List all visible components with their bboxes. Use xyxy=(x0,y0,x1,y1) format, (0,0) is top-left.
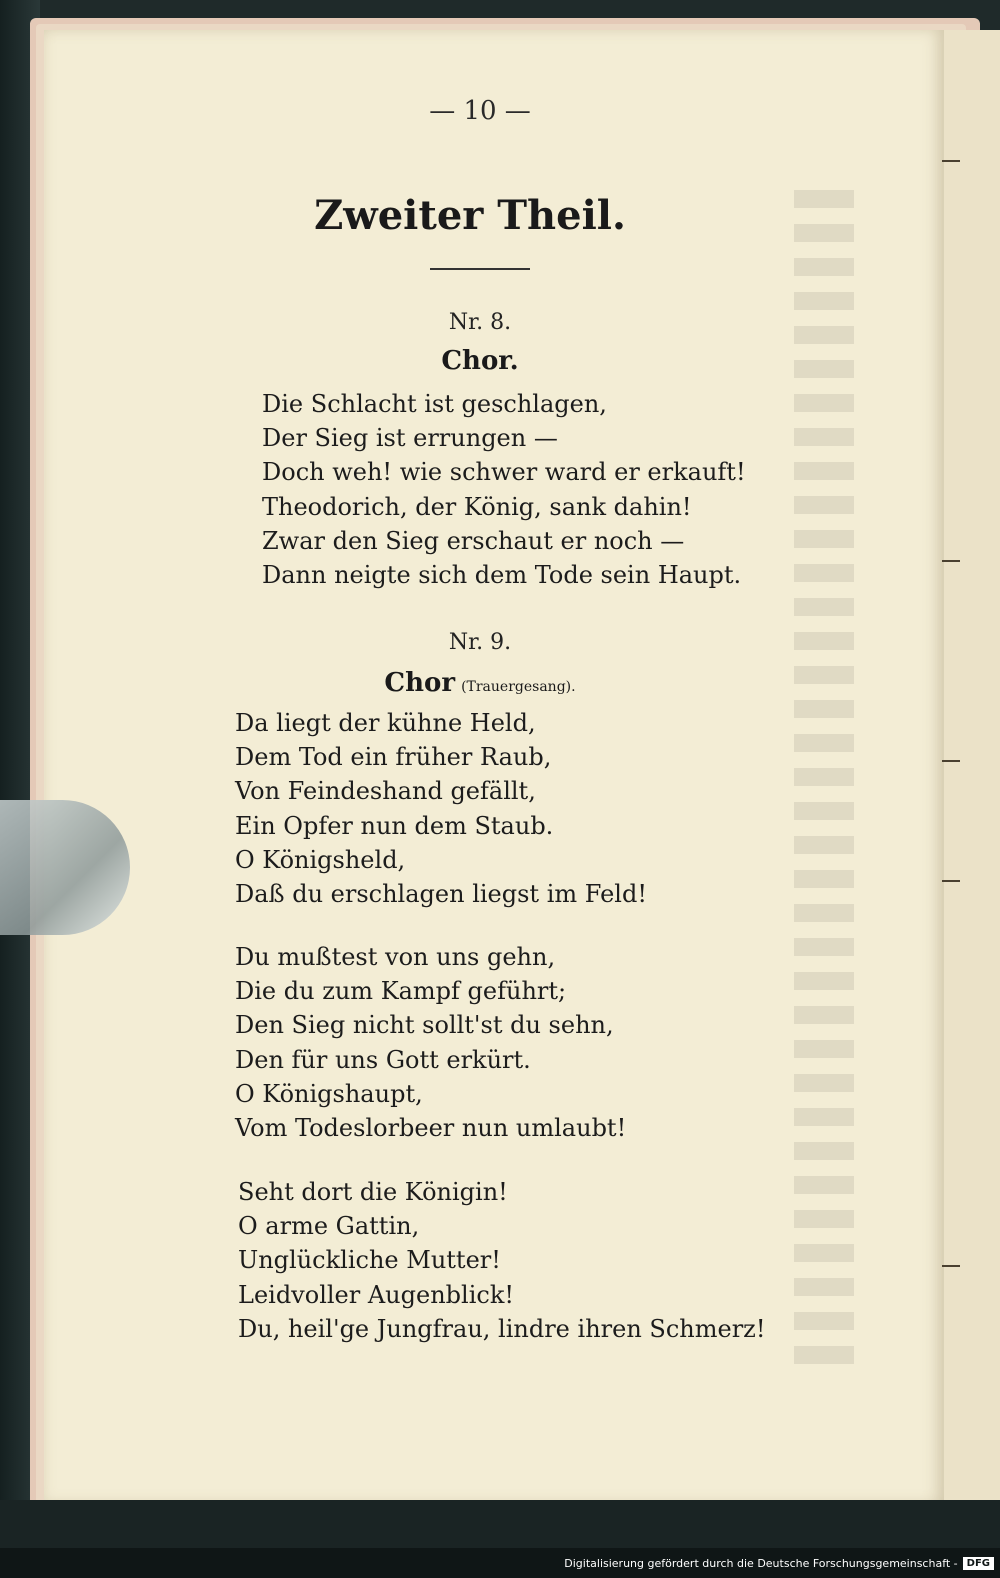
digitization-footer xyxy=(0,1548,1000,1578)
verse-line: Dem Tod ein früher Raub, xyxy=(235,743,552,772)
binding-thread xyxy=(942,560,960,572)
verse-line: Daß du erschlagen liegst im Feld! xyxy=(235,879,647,908)
verse-line: Leidvoller Augenblick! xyxy=(238,1280,514,1309)
dfg-logo: DFG xyxy=(963,1557,994,1570)
verse-line: Doch weh! wie schwer ward er erkauft! xyxy=(262,458,746,487)
stanza xyxy=(262,387,746,592)
binding-thread xyxy=(942,1265,960,1277)
page-clip xyxy=(0,800,130,935)
verse-line: Den für uns Gott erkürt. xyxy=(235,1045,531,1074)
section-heading-text: Chor. xyxy=(441,346,519,376)
verse-line: O Königshaupt, xyxy=(235,1079,423,1108)
binding-thread xyxy=(942,760,960,772)
verse-line: Von Feindeshand gefällt, xyxy=(235,777,536,806)
verse-line: Dann neigte sich dem Tode sein Haupt. xyxy=(262,560,742,589)
verse-line: O arme Gattin, xyxy=(238,1212,420,1241)
section-number: Nr. 8. xyxy=(448,310,512,335)
verse-line: Ein Opfer nun dem Staub. xyxy=(235,811,554,840)
verse-line: Theodorich, der König, sank dahin! xyxy=(262,492,692,521)
verse-line: Vom Todeslorbeer nun umlaubt! xyxy=(235,1113,627,1142)
verse-line: Unglückliche Mutter! xyxy=(238,1246,501,1275)
verse-line: Der Sieg ist errungen — xyxy=(262,424,558,453)
section-heading-text: Chor xyxy=(384,668,456,698)
verse-line: Du, heil'ge Jungfrau, lindre ihren Schmerz! xyxy=(238,1314,766,1343)
verse-line: Die Schlacht ist geschlagen, xyxy=(262,390,607,418)
verse-line: Den Sieg nicht sollt'st du sehn, xyxy=(235,1011,614,1040)
footer-credit: Digitalisierung gefördert durch die Deutsche Forschungsgemeinschaft - xyxy=(564,1556,958,1570)
verse-line: Seht dort die Königin! xyxy=(238,1178,508,1206)
section-heading-note: (Trauergesang). xyxy=(461,679,576,695)
page-number: — 10 — xyxy=(429,96,531,126)
section-number: Nr. 9. xyxy=(448,630,512,655)
verse-line: Da liegt der kühne Held, xyxy=(235,709,536,737)
section-heading xyxy=(330,346,630,376)
verse-line: Zwar den Sieg erschaut er noch — xyxy=(262,526,685,555)
binding-thread xyxy=(942,160,960,172)
verse-line: Die du zum Kampf geführt; xyxy=(235,977,567,1006)
title-rule xyxy=(430,268,530,270)
stanza xyxy=(238,1175,765,1346)
binding-thread xyxy=(942,880,960,892)
stanza xyxy=(235,706,647,911)
verse-line: O Königsheld, xyxy=(235,845,406,874)
show-through-text xyxy=(794,190,854,1370)
section-heading xyxy=(330,668,630,698)
stanza xyxy=(235,940,626,1145)
verse-line: Du mußtest von uns gehn, xyxy=(235,943,556,971)
part-title: Zweiter Theil. xyxy=(314,192,626,239)
